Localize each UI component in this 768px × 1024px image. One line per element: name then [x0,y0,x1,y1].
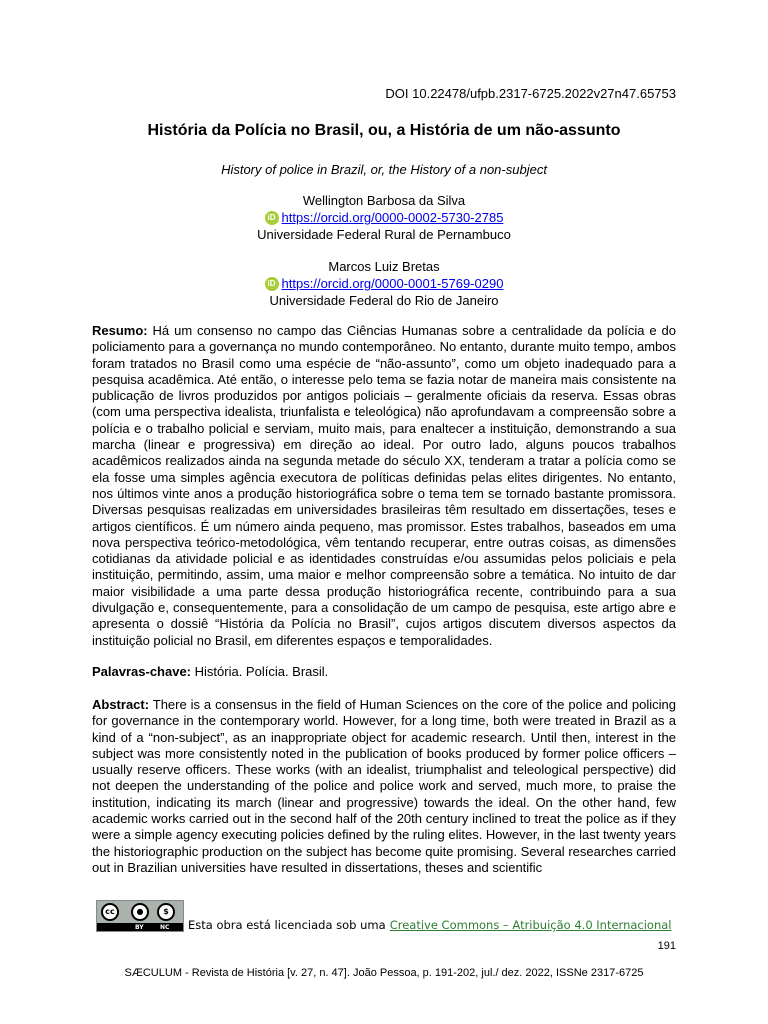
creative-commons-icon[interactable] [96,900,184,932]
page-number: 191 [657,940,676,952]
orcid-link[interactable]: https://orcid.org/0000-0002-5730-2785 [281,210,504,225]
orcid-link[interactable]: https://orcid.org/0000-0001-5769-0290 [281,276,504,291]
author-name: Marcos Luiz Bretas [328,259,440,274]
author-affiliation: Universidade Federal do Rio de Janeiro [269,293,499,308]
nc-label: NC [160,924,170,931]
keywords-line [92,664,328,679]
by-icon: ● [131,903,149,921]
resumo-text: Há um consenso no campo das Ciências Humanas sobre a centralidade da polícia e do policiamento para a governança no mundo contemporâneo. No entanto, durante muito tempo, ambos foram tratados no Brasil como uma espécie de “não-assunto”, como um objeto inadequado para a pesquisa acadêmica. Até então, o interesse pelo tema se fazia notar de maneira mais consistente na publicação de livros produzidos por antigos policiais – geralmente oficiais da reserva. Essas obras (com uma perspectiva idealista, triunfalista e teleológica) não aprofundavam a compreensão sobre a polícia e o trabalho policial e serviam, muito mais, para enaltecer a instituição, demonstrando a sua marcha (linear e progressiva) em direção ao ideal. Por outro lado, alguns poucos trabalhos acadêmicos realizados ainda na segunda metade do século XX, tenderam a tratar a polícia como se ela fosse uma simples agência executora de políticas definidas pelas elites dirigentes. No entanto, nos últimos vinte anos a produção historiográfica sobre o tema tem se tornado bastante promissora. Diversas pesquisas realizadas em universidades brasileiras têm resultado em dissertações, teses e artigos científicos. É um número ainda pequeno, mas promissor. Estes trabalhos, baseados em uma nova perspectiva teórico-metodológica, vêm tentando recuperar, entre outras coisas, as dimensões cotidianas da atividade policial e as identidades construídas e/ou assumidas pelos policiais e pela instituição, permitindo, assim, uma maior e melhor compreensão sobre a temática. No intuito de dar maior visibilidade a uma parte dessa produção historiográfica recente, contribuindo para a sua divulgação e, consequentemente, para a consolidação de um campo de pesquisa, este artigo abre e apresenta o dossiê “História da Polícia no Brasil”, cujos artigos discutem diversos aspectos da instituição policial no Brasil, em diferentes espaços e temporalidades. [92,323,676,648]
keywords-label: Palavras-chave: [92,664,192,679]
article-title: História da Polícia no Brasil, ou, a História de um não-assunto [147,122,621,139]
journal-footer: SÆCULUM - Revista de História [v. 27, n. 47]. João Pessoa, p. 191-202, jul./ dez. 2022, ISSNe 2317-6725 [124,967,644,979]
abstract-label: Abstract: [92,697,150,712]
nc-icon: $ [157,903,175,921]
license-link[interactable]: Creative Commons – Atribuição 4.0 Internacional [389,918,672,932]
abstract-text: There is a consensus in the field of Human Sciences on the core of the police and policing for governance in the contemporary world. However, for a long time, both were treated in Brazil as a kind of a “non-subject”, as an inappropriate object for academic research. Until then, interest in the subject was more consistently noted in the publication of books produced by former police officers – usually reserve officers. These works (with an idealist, triumphalist and teleological perspective) did not deepen the understanding of the police and police work and served, much more, to praise the institution, indicating its march (linear and progressive) towards the ideal. On the other hand, few academic works carried out in the second half of the 20th century inclined to treat the police as if they were a simple agency executing policies defined by the ruling elites. However, in the last twenty years the historiographic production on the subject has become quite promising. Several researches carried out in Brazilian universities have resulted in dissertations, theses and scientific [92,697,676,875]
author-affiliation: Universidade Federal Rural de Pernambuco [257,227,511,242]
cc-label: cc [101,903,119,921]
keywords-text: História. Polícia. Brasil. [194,664,329,679]
orcid-icon: iD [265,277,279,291]
author-name: Wellington Barbosa da Silva [302,193,466,208]
author-block-2 [0,258,768,309]
license-text: Esta obra está licenciada sob uma [188,918,386,932]
license-line [96,900,672,932]
doi-line: DOI 10.22478/ufpb.2317-6725.2022v27n47.65753 [385,86,676,101]
orcid-icon: iD [265,211,279,225]
by-label: BY [135,924,144,931]
resumo-label: Resumo: [92,323,148,338]
author-block-1 [0,192,768,243]
article-subtitle: History of police in Brazil, or, the History of a non-subject [221,162,547,177]
resumo-paragraph [92,323,676,649]
abstract-paragraph [92,697,676,876]
